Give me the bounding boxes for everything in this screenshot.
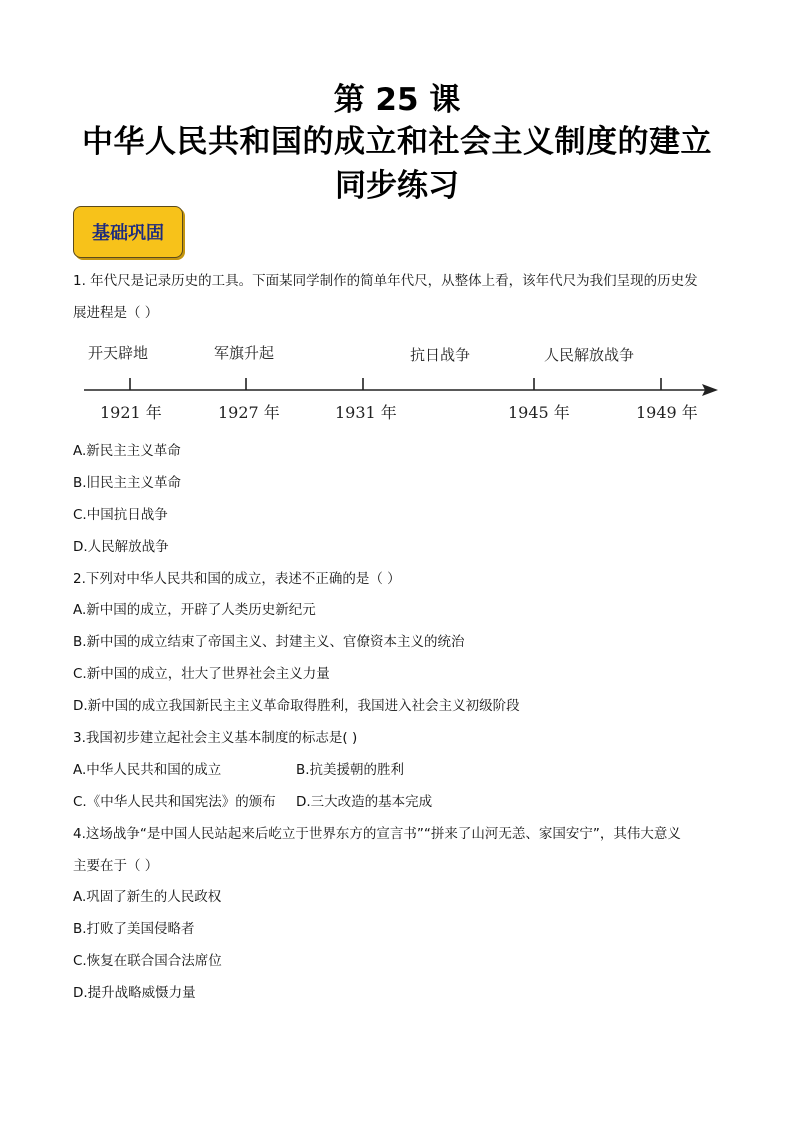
- question-4-option-c: C.恢复在联合国合法席位: [73, 953, 222, 969]
- question-2-option-d: D.新中国的成立我国新民主主义革命取得胜利，我国进入社会主义初级阶段: [73, 698, 520, 714]
- timeline-event: 开天辟地: [88, 344, 149, 362]
- question-1-stem-line1: 1. 年代尺是记录历史的工具。下面某同学制作的简单年代尺，从整体上看，该年代尺为我们呈现的历史发: [73, 273, 698, 289]
- timeline-year: 1927 年: [218, 403, 280, 422]
- question-2-option-c: C.新中国的成立，壮大了世界社会主义力量: [73, 666, 330, 682]
- question-3-option-b: B.抗美援朝的胜利: [296, 762, 405, 778]
- timeline-event: 抗日战争: [410, 346, 471, 364]
- question-1-option-c: C.中国抗日战争: [73, 507, 168, 523]
- question-3-option-c: C.《中华人民共和国宪法》的颁布: [73, 794, 276, 810]
- timeline-year: 1931 年: [335, 403, 397, 422]
- question-4-option-a: A.巩固了新生的人民政权: [73, 889, 222, 905]
- question-3-option-a: A.中华人民共和国的成立: [73, 762, 222, 778]
- question-3-stem: 3.我国初步建立起社会主义基本制度的标志是( ): [73, 730, 358, 746]
- lesson-number: 第 25 课: [333, 82, 461, 118]
- question-1-option-b: B.旧民主主义革命: [73, 475, 182, 491]
- timeline-year: 1949 年: [636, 403, 698, 422]
- timeline-year: 1921 年: [100, 403, 162, 422]
- timeline-figure: [78, 338, 728, 428]
- question-4-option-d: D.提升战略威慑力量: [73, 985, 196, 1001]
- page-title: 中华人民共和国的成立和社会主义制度的建立: [82, 124, 712, 160]
- question-4-stem-line1: 4.这场战争“是中国人民站起来后屹立于世界东方的宣言书”“拼来了山河无恙、家国安宁”，其伟大意义: [73, 826, 681, 842]
- question-2-option-b: B.新中国的成立结束了帝国主义、封建主义、官僚资本主义的统治: [73, 634, 465, 650]
- question-4-stem-line2: 主要在于（ ）: [73, 858, 159, 874]
- section-badge-label: 基础巩固: [92, 223, 164, 244]
- timeline-year: 1945 年: [508, 403, 570, 422]
- timeline-event: 人民解放战争: [544, 346, 635, 364]
- question-2-option-a: A.新中国的成立，开辟了人类历史新纪元: [73, 602, 316, 618]
- question-2-stem: 2.下列对中华人民共和国的成立，表述不正确的是（ ）: [73, 571, 401, 587]
- page-subtitle: 同步练习: [335, 168, 459, 204]
- question-3-option-d: D.三大改造的基本完成: [296, 794, 433, 810]
- question-1-option-d: D.人民解放战争: [73, 539, 169, 555]
- question-1-option-a: A.新民主主义革命: [73, 443, 181, 459]
- question-1-stem-line2: 展进程是（ ）: [73, 305, 159, 321]
- timeline-event: 军旗升起: [214, 344, 275, 362]
- section-badge: [73, 206, 183, 258]
- question-4-option-b: B.打败了美国侵略者: [73, 921, 195, 937]
